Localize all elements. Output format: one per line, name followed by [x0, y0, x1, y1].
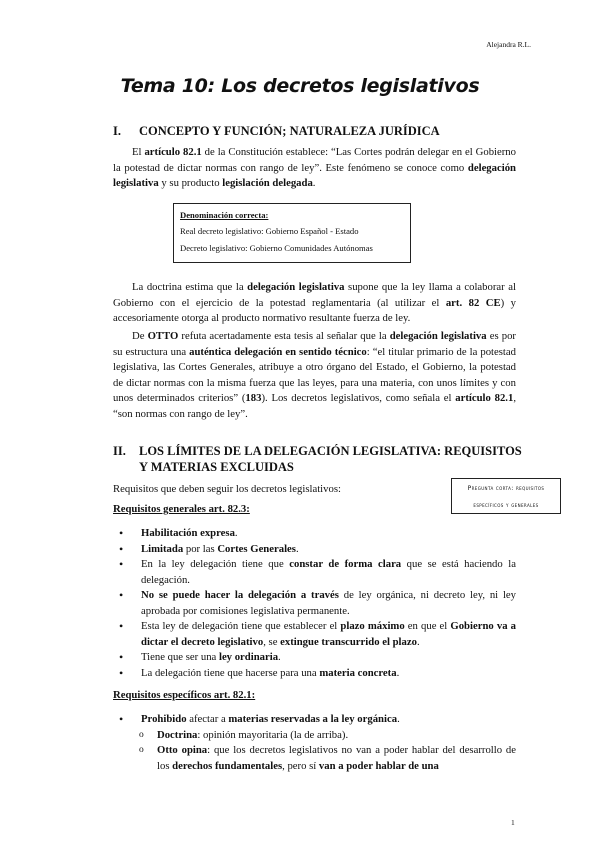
list-item: • La delegación tiene que hacerse para una materia concreta.: [113, 666, 516, 682]
specific-sub-list: [141, 728, 516, 775]
specific-requirements-list: [113, 712, 516, 774]
section-1-title: CONCEPTO Y FUNCIÓN; NATURALEZA JURÍDICA: [139, 124, 440, 138]
paragraph-3: De OTTO refuta acertadamente esta tesis al señalar que la delegación legislativa es por su estructura una auténtica delegación en sentido técnico: “el titular primario de la potestad legislativa, las Cortes Generales, atribuye a otro órgano del Estado, el Gobierno, la potestad de dictar normas con la misma fuerza que las leyes, para una materia, con unos límites y con unos determinados criterios” (183). Los decretos legislativos, como señala el artículo 82.1, “son normas con rango de ley”.: [113, 330, 516, 420]
list-item-text: Prohibido afectar a materias reservadas a la ley orgánica.: [141, 713, 400, 725]
requirements-intro: Requisitos que deben seguir los decretos legislativos:: [113, 483, 341, 495]
denomination-box-heading: Denominación correcta:: [180, 210, 269, 220]
list-item: [113, 712, 516, 774]
list-item: • En la ley delegación tiene que constar de forma clara que se está haciendo la delegación.: [113, 557, 516, 588]
section-2-number: II.: [113, 444, 126, 458]
list-item: • No se puede hacer la delegación a través de ley orgánica, ni decreto ley, ni ley aprobada por comisiones legislativa permanente.: [113, 588, 516, 619]
exam-note-line-1: Pregunta corta: requisitos: [467, 485, 545, 492]
denomination-box: [173, 203, 411, 263]
section-1-number: I.: [113, 124, 121, 138]
general-requirements-list: [113, 526, 516, 681]
denomination-box-line-1: Real decreto legislativo: Gobierno Español - Estado: [180, 226, 359, 236]
section-2-title: LOS LÍMITES DE LA DELEGACIÓN LEGISLATIVA: REQUISITOS Y MATERIAS EXCLUIDAS: [139, 444, 522, 474]
list-item: • Esta ley de delegación tiene que establecer el plazo máximo en que el Gobierno va a dictar el decreto legislativo, se extingue transcurrido el plazo.: [113, 619, 516, 650]
exam-note-box: [451, 478, 561, 514]
list-item: • Habilitación expresa.: [113, 526, 516, 542]
section-2-heading: [113, 444, 531, 475]
section-1-heading: [113, 124, 531, 140]
general-requirements-title: Requisitos generales art. 82.3:: [113, 503, 250, 515]
paragraph-1: El artículo 82.1 de la Constitución establece: “Las Cortes podrán delegar en el Gobierno la potestad de dictar normas con rango de ley”. Este fenómeno se conoce como delegación legislativa y su producto legislación delegada.: [113, 146, 516, 189]
list-item: • Tiene que ser una ley ordinaria.: [113, 650, 516, 666]
sub-list-item: o Doctrina: opinión mayoritaria (la de arriba).: [113, 728, 516, 744]
author-name: Alejandra R.L.: [486, 40, 531, 49]
paragraph-2: La doctrina estima que la delegación legislativa supone que la ley llama a colaborar al Gobierno con el ejercicio de la potestad reglamentaria (al utilizar el art. 82 CE) y accesoriamente otorga al producto normativo resultante fuerza de ley.: [113, 281, 516, 324]
specific-requirements-title: Requisitos específicos art. 82.1:: [113, 689, 256, 701]
exam-note-line-2: específicos y generales: [473, 502, 539, 509]
page-number: 1: [511, 818, 515, 827]
list-item: • Limitada por las Cortes Generales.: [113, 542, 516, 558]
document-title: Tema 10: Los decretos legislativos: [120, 75, 480, 97]
denomination-box-line-2: Decreto legislativo: Gobierno Comunidades Autónomas: [180, 243, 373, 253]
sub-list-item: o Otto opina: que los decretos legislativos no van a poder hablar del desarrollo de los derechos fundamentales, pero sí van a poder hablar de una: [113, 743, 516, 774]
